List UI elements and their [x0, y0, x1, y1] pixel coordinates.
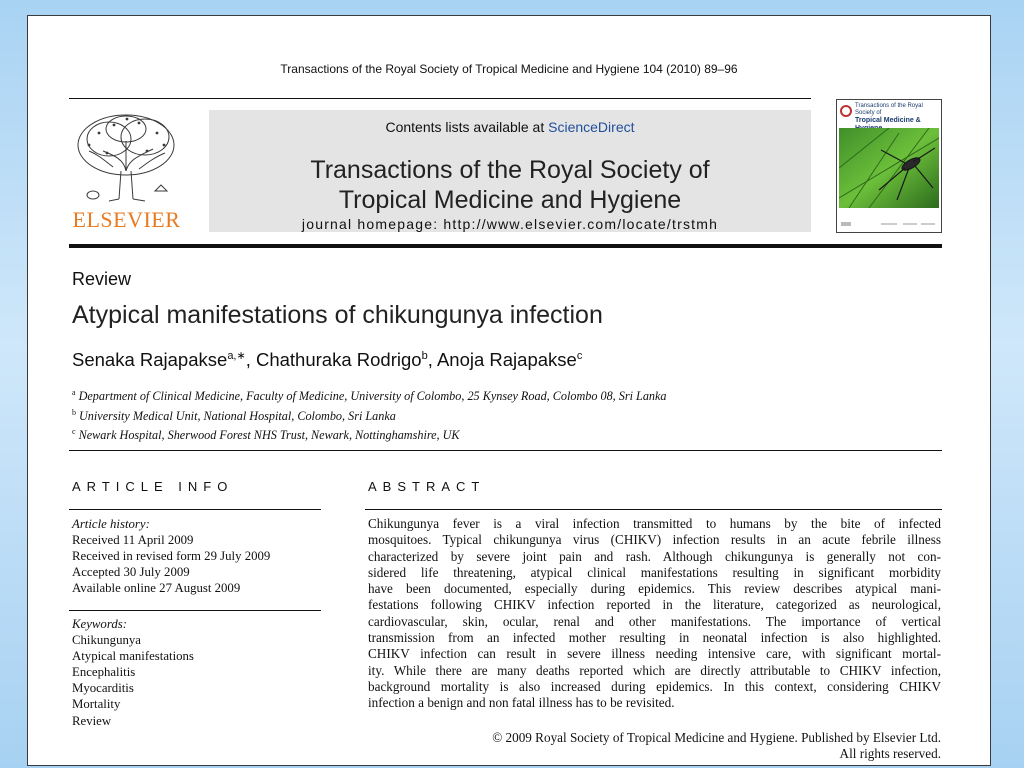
abstract-heading: ABSTRACT: [368, 479, 486, 494]
affiliation-marker: c: [72, 427, 76, 437]
author-affil-marker: c: [576, 350, 583, 362]
author-list: [72, 349, 582, 371]
article-info-heading: ARTICLE INFO: [72, 479, 234, 494]
history-label: Article history:: [72, 517, 150, 531]
keyword-item: Encephalitis: [72, 665, 136, 680]
author-name: Anoja Rajapakse: [436, 349, 577, 371]
abstract-line: cardiovascular, skin, ocular, renal and other manifestations. The importance of vertical: [368, 613, 941, 629]
author-affil-marker: a,∗: [227, 350, 246, 362]
homepage-prefix: journal homepage:: [301, 216, 444, 232]
abstract-line: mosquitoes. Typical chikungunya virus (CHIKV) infection results in an acute febrile illness: [368, 532, 941, 548]
author-separator: ,: [427, 349, 437, 371]
cover-title-large: Tropical Medicine &: [855, 117, 921, 124]
keyword-item: Atypical manifestations: [72, 649, 194, 664]
journal-title-line-2: Tropical Medicine and Hygiene: [338, 186, 682, 214]
abstract-line: Chikungunya fever is a viral infection transmitted to humans by the bite of infected: [368, 516, 941, 531]
copyright-line-1: © 2009 Royal Society of Tropical Medicine and Hygiene. Published by Elsevier Ltd.: [492, 730, 941, 745]
keywords-label: Keywords:: [72, 617, 127, 631]
tree-logo-icon: [69, 111, 184, 203]
journal-title: [209, 155, 811, 215]
author-name: Chathuraka Rodrigo: [255, 349, 422, 371]
header-rule-top: [69, 98, 811, 99]
affiliation-text: University Medical Unit, National Hospital, Colombo, Sri Lanka: [79, 408, 396, 423]
affiliation-item: [72, 424, 667, 444]
history-item: Accepted 30 July 2009: [72, 565, 190, 580]
elsevier-wordmark: ELSEVIER: [72, 207, 181, 232]
history-item: Available online 27 August 2009: [72, 581, 241, 596]
elsevier-logo: [69, 111, 184, 233]
cover-title-small: Transactions of the Royal Society of: [855, 103, 923, 116]
abstract-line: CHIKV infection can result in severe illness needing intensive care, with significant mortal-: [368, 646, 941, 662]
copyright-line-2: All rights reserved.: [839, 746, 941, 762]
keyword-item: Mortality: [72, 697, 121, 712]
section-rule: [69, 450, 942, 451]
header-rule-bottom: [69, 244, 942, 248]
abstract-line: characterized by severe joint pain and rash. Although chikungunya is generally not con-: [368, 548, 941, 564]
keywords: [72, 616, 194, 729]
paper-page: [27, 15, 991, 766]
journal-title-line-1: Transactions of the Royal Society of: [310, 156, 710, 184]
article-type: Review: [72, 269, 132, 289]
journal-cover-thumbnail: [836, 99, 942, 233]
affiliation-item: [72, 385, 667, 405]
article-history: [72, 516, 270, 596]
contents-prefix: Contents lists available at: [385, 119, 549, 135]
article-info-rule: [69, 509, 321, 510]
history-item: Received in revised form 29 July 2009: [72, 549, 271, 564]
keyword-item: Myocarditis: [72, 681, 134, 696]
author-affil-marker: b: [421, 350, 428, 362]
abstract-line: background mortality is also increased during epidemics. In this context, considering CHIKV: [368, 678, 941, 694]
cover-footer-marks: [841, 220, 937, 228]
society-emblem-icon: [840, 105, 852, 117]
journal-banner: [209, 110, 811, 232]
keyword-item: Review: [72, 713, 112, 728]
abstract-line: ity. While there are many deaths reported which are directly attributable to CHIKV infection,: [368, 662, 941, 678]
abstract-line: sidered life threatening, atypical clinical manifestations resulting in significant morbidity: [368, 564, 941, 580]
affiliation-marker: a: [72, 388, 76, 397]
abstract-line: have been documented, especially during epidemics. This review describes atypical mani-: [368, 581, 941, 597]
affiliation-marker: b: [72, 407, 76, 417]
author-separator: ,: [245, 349, 256, 371]
journal-citation: Transactions of the Royal Society of Tropical Medicine and Hygiene 104 (2010) 89–96: [280, 62, 738, 76]
contents-line: [209, 119, 811, 135]
homepage-url[interactable]: http://www.elsevier.com/locate/trstmh: [443, 216, 719, 232]
affiliation-item: [72, 405, 667, 425]
author-name: Senaka Rajapakse: [72, 349, 228, 371]
copyright-notice: [368, 730, 941, 763]
abstract-rule: [365, 509, 942, 510]
abstract-line: festations following CHIKV infection reported in the literature, categorized as neurological,: [368, 597, 941, 613]
history-item: Received 11 April 2009: [72, 533, 194, 548]
affiliation-text: Newark Hospital, Sherwood Forest NHS Trust, Newark, Nottinghamshire, UK: [78, 428, 460, 443]
keyword-item: Chikungunya: [72, 633, 141, 648]
abstract-line: infection a benign and non fatal illness has to be revisited.: [368, 695, 675, 711]
mosquito-on-leaf-image: [839, 128, 939, 208]
abstract-line: transmission from an infected mother resulting in neonatal infection is also highlighted.: [368, 630, 941, 646]
affiliation-text: Department of Clinical Medicine, Faculty of Medicine, University of Colombo, 25 Kynsey Road, Colombo 08, Sri Lanka: [78, 389, 667, 404]
sciencedirect-link[interactable]: ScienceDirect: [548, 119, 635, 135]
journal-homepage: [209, 216, 811, 232]
keywords-rule: [69, 610, 321, 611]
abstract-body: [368, 516, 941, 712]
article-title: Atypical manifestations of chikungunya infection: [72, 301, 603, 329]
affiliation-list: [72, 385, 667, 444]
